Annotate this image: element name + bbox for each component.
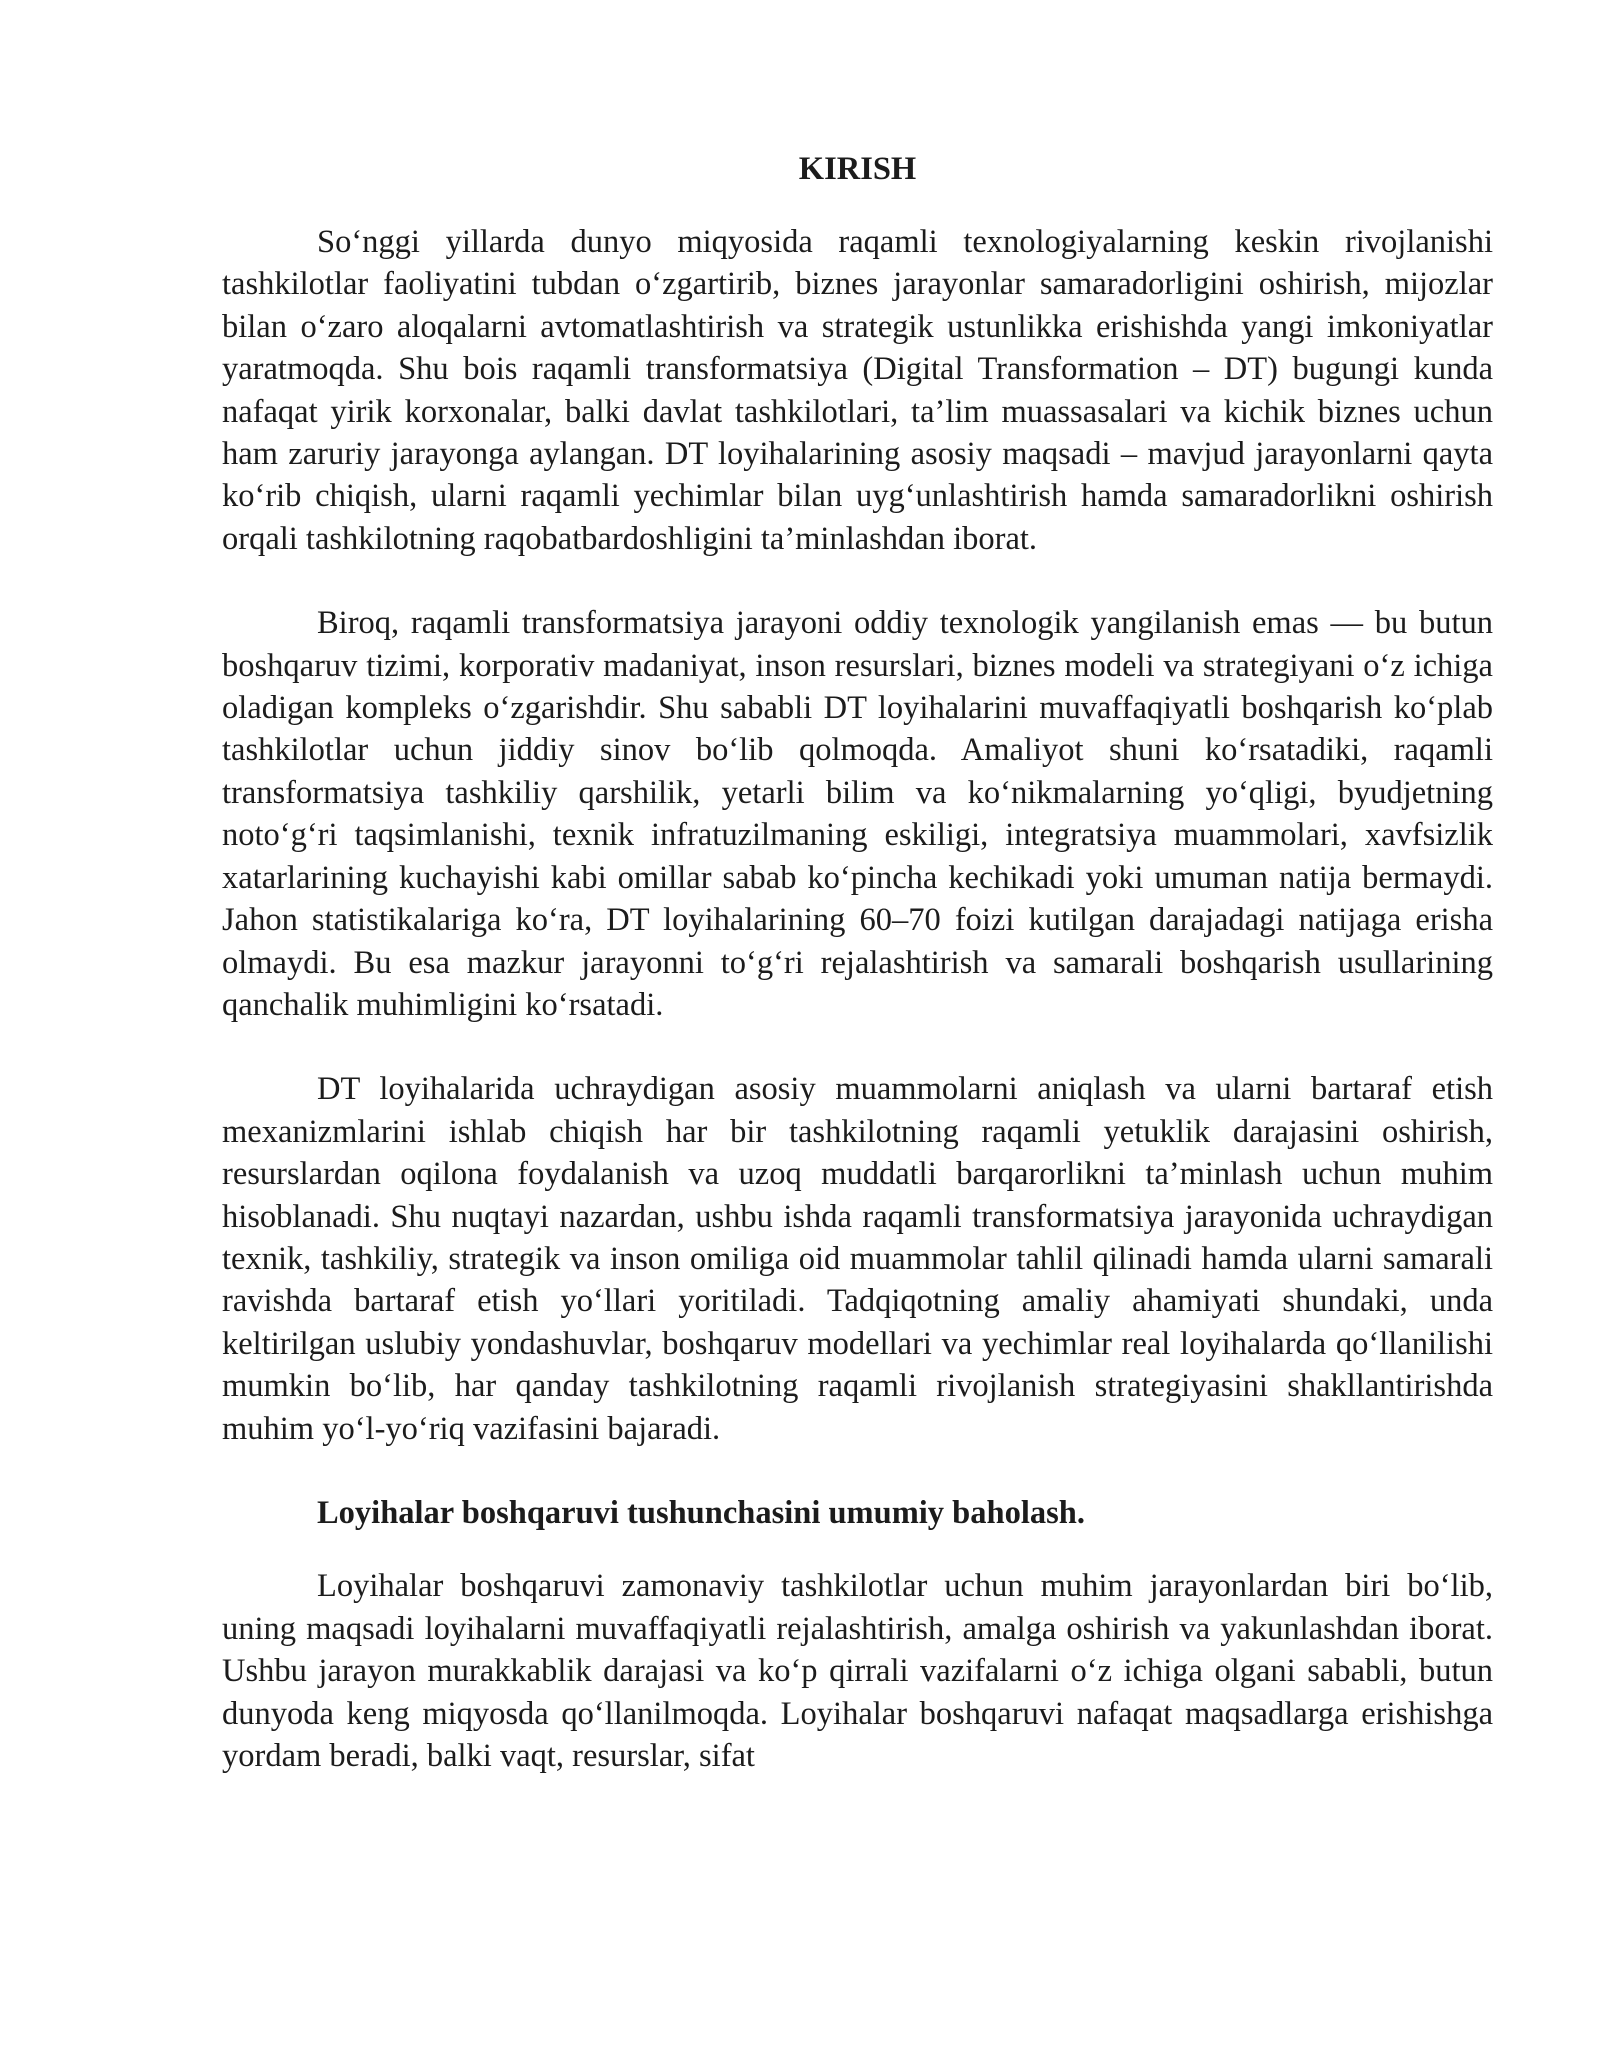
section-heading: Loyihalar boshqaruvi tushunchasini umumiy baholash. bbox=[317, 1494, 1085, 1531]
paragraph-intro: So‘nggi yillarda dunyo miqyosida raqamli texnologiyalarning keskin rivojlanishi tashkilotlar faoliyatini tubdan o‘zgartirib, biznes jarayonlar samaradorligini oshirish, mijozlar bilan o‘zaro aloqalarni avtomatlashtirish va strategik ustunlikka erishishda yangi imkoniyatlar yaratmoqda. Shu bois raqamli transformatsiya (Digital Transformation – DT) bugungi kunda nafaqat yirik korxonalar, balki davlat tashkilotlari, ta’lim muassasalari va kichik biznes uchun ham zaruriy jarayonga aylangan. DT loyihalarining asosiy maqsadi – mavjud jarayonlarni qayta ko‘rib chiqish, ularni raqamli yechimlar bilan uyg‘unlashtirish hamda samaradorlikni oshirish orqali tashkilotning raqobatbardoshligini ta’minlashdan iborat. bbox=[222, 224, 1493, 557]
page-title: KIRISH bbox=[798, 151, 917, 187]
paragraph-research-aim: DT loyihalarida uchraydigan asosiy muammolarni aniqlash va ularni bartaraf etish mexanizmlarini ishlab chiqish har bir tashkilotning raqamli yetuklik darajasini oshirish, resurslardan oqilona foydalanish va uzoq muddatli barqarorlikni ta’minlash uchun muhim hisoblanadi. Shu nuqtayi nazardan, ushbu ishda raqamli transformatsiya jarayonida uchraydigan texnik, tashkiliy, strategik va inson omiliga oid muammolar tahlil qilinadi hamda ularni samarali ravishda bartaraf etish yo‘llari yoritiladi. Tadqiqotning amaliy ahamiyati shundaki, unda keltirilgan uslubiy yondashuvlar, boshqaruv modellari va yechimlar real loyihalarda qo‘llanilishi mumkin bo‘lib, har qanday tashkilotning raqamli rivojlanish strategiyasini shakllantirishda muhim yo‘l-yo‘riq vazifasini bajaradi. bbox=[222, 1071, 1493, 1447]
document-page bbox=[222, 148, 1493, 1777]
paragraph-project-management: Loyihalar boshqaruvi zamonaviy tashkilotlar uchun muhim jarayonlardan biri bo‘lib, uning maqsadi loyihalarni muvaffaqiyatli rejalashtirish, amalga oshirish va yakunlashdan iborat. Ushbu jarayon murakkablik darajasi va ko‘p qirrali vazifalarni o‘z ichiga olgani sababli, butun dunyoda keng miqyosda qo‘llanilmoqda. Loyihalar boshqaruvi nafaqat maqsadlarga erishishga yordam beradi, balki vaqt, resurslar, sifat bbox=[222, 1568, 1493, 1774]
paragraph-challenges: Biroq, raqamli transformatsiya jarayoni oddiy texnologik yangilanish emas — bu butun boshqaruv tizimi, korporativ madaniyat, inson resurslari, biznes modeli va strategiyani o‘z ichiga oladigan kompleks o‘zgarishdir. Shu sababli DT loyihalarini muvaffaqiyatli boshqarish ko‘plab tashkilotlar uchun jiddiy sinov bo‘lib qolmoqda. Amaliyot shuni ko‘rsatadiki, raqamli transformatsiya tashkiliy qarshilik, yetarli bilim va ko‘nikmalarning yo‘qligi, byudjetning noto‘g‘ri taqsimlanishi, texnik infratuzilmaning eskiligi, integratsiya muammolari, xavfsizlik xatarlarining kuchayishi kabi omillar sabab ko‘pincha kechikadi yoki umuman natija bermaydi. Jahon statistikalariga ko‘ra, DT loyihalarining 60–70 foizi kutilgan darajadagi natijaga erisha olmaydi. Bu esa mazkur jarayonni to‘g‘ri rejalashtirish va samarali boshqarish usullarining qanchalik muhimligini ko‘rsatadi. bbox=[222, 605, 1493, 1023]
